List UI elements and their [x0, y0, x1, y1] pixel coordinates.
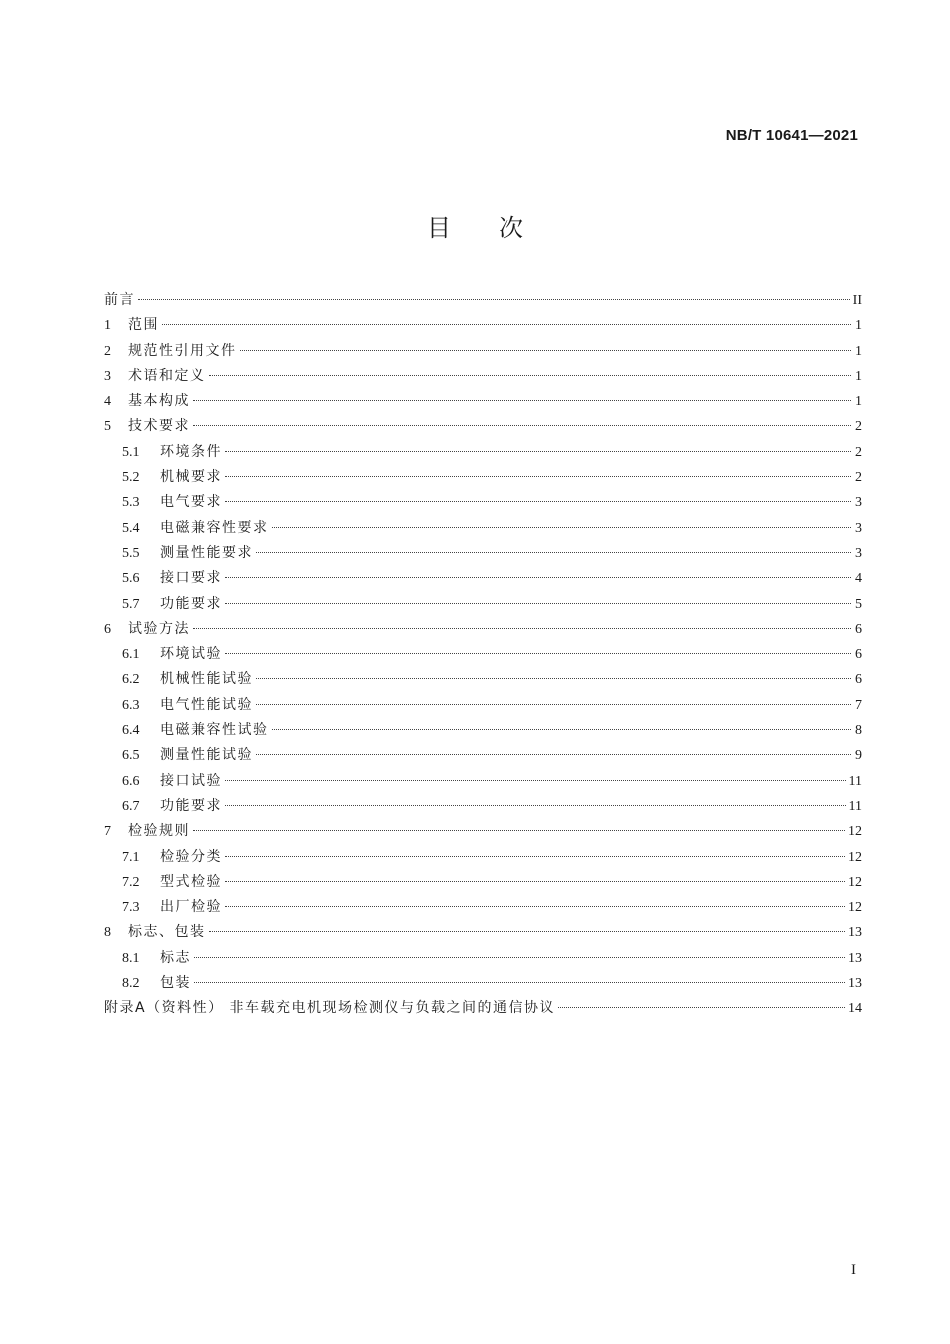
toc-entry-title: 接口要求	[160, 570, 222, 587]
dot-leader	[272, 527, 852, 528]
toc-entry-title: 功能要求	[160, 595, 222, 612]
page-title: 目次	[427, 214, 571, 242]
dot-leader	[225, 476, 851, 477]
toc-entry-page: 13	[848, 950, 862, 966]
toc-entry-title: 范围	[128, 317, 159, 334]
dot-leader	[558, 1007, 845, 1008]
toc-entry[interactable]	[104, 288, 862, 313]
toc-entry-title: 前言	[104, 292, 135, 308]
dot-leader	[225, 780, 846, 781]
toc-entry-title: 术语和定义	[128, 367, 206, 384]
toc-entry-title: 规范性引用文件	[128, 342, 237, 359]
toc-entry-number: 5.4	[122, 520, 140, 536]
toc-entry-number: 8	[104, 925, 111, 941]
dot-leader	[225, 906, 845, 907]
dot-leader	[193, 400, 851, 401]
toc-entry-page: 13	[848, 925, 862, 941]
toc-entry-number: 6.1	[122, 647, 140, 663]
toc-entry-number: 5.1	[122, 444, 140, 460]
toc-entry-title: 电气性能试验	[160, 696, 253, 713]
toc-entry[interactable]	[104, 819, 862, 844]
toc-entry[interactable]	[104, 794, 862, 819]
dot-leader	[138, 299, 850, 300]
toc-entry-page: 12	[848, 849, 862, 865]
toc-entry-page: 7	[855, 697, 862, 713]
toc-entry-number: 8.1	[122, 950, 140, 966]
toc-entry-page: 3	[855, 520, 862, 536]
toc-entry-number: 6.2	[122, 672, 140, 688]
dot-leader	[194, 957, 845, 958]
toc-entry-title: 环境条件	[160, 443, 222, 460]
toc-entry[interactable]	[104, 743, 862, 768]
toc-entry-number: 5	[104, 419, 111, 435]
toc-entry-page: 4	[855, 571, 862, 587]
dot-leader	[225, 577, 851, 578]
toc-entry-title: 包装	[160, 975, 191, 992]
toc-entry-title: 试验方法	[128, 620, 190, 637]
toc-entry[interactable]	[104, 364, 862, 389]
toc-entry-page: II	[852, 293, 862, 308]
toc-entry-page: 2	[855, 444, 862, 460]
toc-entry[interactable]	[104, 389, 862, 414]
toc-entry-number: 5.5	[122, 545, 140, 561]
toc-entry[interactable]	[104, 566, 862, 591]
toc-entry-page: 12	[848, 824, 862, 840]
dot-leader	[256, 552, 851, 553]
toc-entry[interactable]	[104, 642, 862, 667]
dot-leader	[225, 603, 851, 604]
dot-leader	[194, 982, 845, 983]
toc-entry-page: 13	[848, 976, 862, 992]
toc-entry-number: 7.2	[122, 874, 140, 890]
toc-entry-title: 附录A（资料性） 非车载充电机现场检测仪与负载之间的通信协议	[104, 1000, 556, 1017]
dot-leader	[225, 856, 845, 857]
toc-entry-page: 11	[848, 773, 862, 789]
page-number: I	[851, 1262, 856, 1278]
toc-entry-page: 5	[855, 596, 862, 612]
toc-entry[interactable]	[104, 920, 862, 945]
toc-entry-page: 6	[855, 647, 862, 663]
toc-entry-number: 6	[104, 621, 111, 637]
toc-entry-number: 5.6	[122, 571, 140, 587]
toc-entry-number: 4	[104, 394, 111, 410]
toc-entry[interactable]	[104, 693, 862, 718]
toc-entry-title: 标志、包装	[128, 924, 206, 941]
toc-entry-page: 9	[855, 748, 862, 764]
dot-leader	[256, 704, 851, 705]
toc-entry[interactable]	[104, 769, 862, 794]
toc-entry-page: 8	[855, 723, 862, 739]
dot-leader	[240, 350, 852, 351]
toc-entry[interactable]	[104, 996, 862, 1021]
toc-entry[interactable]	[104, 845, 862, 870]
dot-leader	[225, 451, 851, 452]
toc-entry-number: 6.5	[122, 748, 140, 764]
toc-entry-title: 机械要求	[160, 469, 222, 486]
toc-entry-number: 8.2	[122, 976, 140, 992]
toc-entry-title: 电磁兼容性试验	[160, 722, 269, 739]
toc-entry-title: 基本构成	[128, 393, 190, 410]
toc-entry-page: 14	[848, 1001, 862, 1017]
toc-entry-title: 功能要求	[160, 797, 222, 814]
dot-leader	[193, 830, 845, 831]
toc-entry-title: 型式检验	[160, 873, 222, 890]
toc-entry[interactable]	[104, 440, 862, 465]
toc-entry-title: 检验规则	[128, 823, 190, 840]
toc-entry[interactable]	[104, 313, 862, 338]
toc-entry[interactable]	[104, 718, 862, 743]
toc-entry[interactable]	[104, 414, 862, 439]
toc-entry-title: 出厂检验	[160, 899, 222, 916]
toc-entry-page: 12	[848, 874, 862, 890]
dot-leader	[225, 653, 851, 654]
toc-entry-title: 环境试验	[160, 646, 222, 663]
toc-entry-number: 7	[104, 824, 111, 840]
toc-entry-number: 1	[104, 318, 111, 334]
dot-leader	[162, 324, 851, 325]
toc-entry-page: 2	[855, 470, 862, 486]
toc-entry-title: 测量性能要求	[160, 544, 253, 561]
toc-entry-number: 6.6	[122, 773, 140, 789]
toc-entry-page: 6	[855, 621, 862, 637]
toc-entry-page: 1	[855, 394, 862, 410]
toc-entry-page: 1	[855, 368, 862, 384]
toc-entry[interactable]	[104, 617, 862, 642]
toc-entry-number: 7.3	[122, 900, 140, 916]
toc-entry[interactable]	[104, 971, 862, 996]
dot-leader	[225, 501, 851, 502]
toc-entry[interactable]	[104, 946, 862, 971]
toc-entry-title: 接口试验	[160, 772, 222, 789]
toc-entry-page: 1	[855, 318, 862, 334]
toc-entry[interactable]	[104, 541, 862, 566]
toc-entry-page: 3	[855, 545, 862, 561]
toc-entry-title: 技术要求	[128, 418, 190, 435]
toc-entry[interactable]	[104, 516, 862, 541]
toc-entry-number: 5.3	[122, 495, 140, 511]
toc-entry-title: 电气要求	[160, 494, 222, 511]
toc-entry[interactable]	[104, 667, 862, 692]
toc-entry-page: 11	[848, 798, 862, 814]
table-of-contents	[104, 288, 862, 1022]
toc-entry[interactable]	[104, 490, 862, 515]
standard-code: NB/T 10641—2021	[725, 127, 858, 144]
dot-leader	[209, 931, 846, 932]
dot-leader	[209, 375, 852, 376]
toc-entry-number: 5.7	[122, 596, 140, 612]
dot-leader	[225, 805, 846, 806]
toc-entry-page: 6	[855, 672, 862, 688]
toc-entry-number: 3	[104, 368, 111, 384]
toc-entry-page: 3	[855, 495, 862, 511]
dot-leader	[256, 678, 851, 679]
dot-leader	[193, 425, 851, 426]
toc-entry-number: 5.2	[122, 470, 140, 486]
toc-entry-number: 6.7	[122, 798, 140, 814]
toc-entry[interactable]	[104, 870, 862, 895]
toc-entry[interactable]	[104, 895, 862, 920]
toc-entry-page: 12	[848, 900, 862, 916]
toc-entry-title: 机械性能试验	[160, 671, 253, 688]
toc-entry-page: 2	[855, 419, 862, 435]
toc-entry-title: 标志	[160, 949, 191, 966]
toc-entry[interactable]	[104, 465, 862, 490]
toc-entry[interactable]	[104, 339, 862, 364]
dot-leader	[256, 754, 851, 755]
toc-entry-title: 电磁兼容性要求	[160, 519, 269, 536]
toc-entry-title: 检验分类	[160, 848, 222, 865]
toc-entry-title: 测量性能试验	[160, 747, 253, 764]
dot-leader	[272, 729, 852, 730]
toc-entry-number: 6.3	[122, 697, 140, 713]
toc-entry[interactable]	[104, 592, 862, 617]
toc-entry-page: 1	[855, 343, 862, 359]
toc-entry-number: 7.1	[122, 849, 140, 865]
toc-entry-number: 6.4	[122, 723, 140, 739]
dot-leader	[193, 628, 851, 629]
dot-leader	[225, 881, 845, 882]
toc-entry-number: 2	[104, 343, 111, 359]
